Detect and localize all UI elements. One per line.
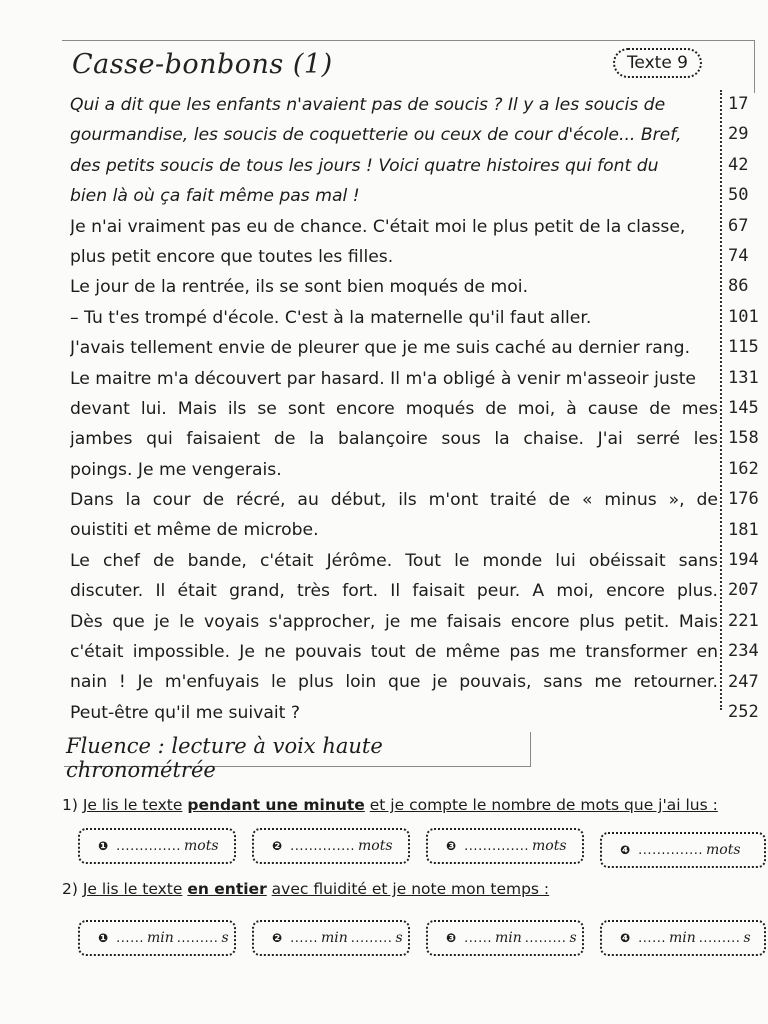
text-line: jambes qui faisaient de la balançoire sous la chaise. J'ai serré les <box>70 429 718 450</box>
box-number-icon: ❹ <box>620 931 631 945</box>
word-count: 131 <box>728 367 759 388</box>
word-count: 252 <box>728 702 759 722</box>
fluence-heading <box>64 732 531 782</box>
text-line: poings. Je me vengerais. <box>70 459 282 480</box>
word-count: 145 <box>728 398 759 418</box>
word-count: 158 <box>728 428 759 449</box>
word-count: 115 <box>728 337 759 358</box>
word-count-box[interactable] <box>252 828 410 864</box>
question-1-part2: et je compte le nombre de mots que j'ai lus : <box>369 796 718 814</box>
box-number-icon: ❷ <box>272 839 283 853</box>
text-line: Dès que je le voyais s'approcher, je me faisais encore plus petit. Mais <box>70 611 718 632</box>
question-2-bold: en entier <box>187 880 267 898</box>
blank-dots: ...... <box>638 930 666 946</box>
text-line: Le maitre m'a découvert par hasard. Il m'a obligé à venir m'asseoir juste <box>70 368 697 389</box>
blank-dots: ...... <box>464 930 492 946</box>
minutes-label: min <box>146 930 174 946</box>
blank-dots: ......... <box>524 930 567 946</box>
time-box[interactable] <box>426 920 584 956</box>
word-count: 194 <box>728 550 759 570</box>
word-count: 67 <box>728 215 749 236</box>
word-count-box[interactable] <box>600 832 766 868</box>
box-number-icon: ❷ <box>272 931 283 945</box>
text-line: J'avais tellement envie de pleurer que je me suis caché au dernier rang. <box>70 338 691 359</box>
blank-dots: .............. <box>638 842 704 858</box>
unit-label: mots <box>706 842 741 858</box>
text-line: gourmandise, les soucis de coquetterie ou ceux de cour d'école... Bref, <box>70 125 682 146</box>
reading-text <box>70 90 718 728</box>
box-number-icon: ❸ <box>446 931 457 945</box>
text-line: devant lui. Mais ils se sont encore moqués de moi, à cause de mes <box>70 398 718 419</box>
seconds-label: s <box>395 930 403 946</box>
minutes-label: min <box>320 930 348 946</box>
question-1-number: 1) <box>62 796 78 814</box>
word-count-box[interactable] <box>78 828 236 864</box>
text-line: discuter. Il était grand, très fort. Il faisait peur. A moi, encore plus. <box>70 581 718 602</box>
question-2-number: 2) <box>62 880 78 898</box>
time-box[interactable] <box>78 920 236 956</box>
word-count-box[interactable] <box>426 828 584 864</box>
word-count: 176 <box>728 489 759 510</box>
blank-dots: ......... <box>698 930 741 946</box>
word-count: 162 <box>728 458 759 479</box>
text-number-badge: Texte 9 <box>613 48 702 78</box>
box-number-icon: ❹ <box>620 843 631 857</box>
text-line: Peut-être qu'il me suivait ? <box>70 702 300 723</box>
word-count: 86 <box>728 276 749 297</box>
question-1-part1: Je lis le texte <box>82 796 183 814</box>
word-count: 17 <box>728 94 749 114</box>
time-box[interactable] <box>252 920 410 956</box>
page-title: Casse-bonbons (1) <box>72 49 333 80</box>
question-2-part2: avec fluidité et je note mon temps : <box>271 880 550 898</box>
box-number-icon: ❶ <box>98 839 109 853</box>
word-count: 247 <box>728 671 759 692</box>
question-1-bold: pendant une minute <box>187 796 365 814</box>
blank-dots: .............. <box>116 838 182 854</box>
fluence-title: Fluence : lecture à voix haute chronométrée <box>66 734 383 782</box>
word-count-column <box>720 90 768 722</box>
text-line: Le jour de la rentrée, ils se sont bien moqués de moi. <box>70 277 529 298</box>
unit-label: mots <box>184 838 219 854</box>
seconds-label: s <box>743 930 751 946</box>
text-line: plus petit encore que toutes les filles. <box>70 246 394 267</box>
text-line: – Tu t'es trompé d'école. C'est à la maternelle qu'il faut aller. <box>70 307 592 328</box>
text-line: Dans la cour de récré, au début, ils m'ont traité de « minus », de <box>70 490 718 511</box>
blank-dots: .............. <box>464 838 530 854</box>
title-bar <box>62 40 755 93</box>
unit-label: mots <box>358 838 393 854</box>
blank-dots: ......... <box>350 930 393 946</box>
text-line: Qui a dit que les enfants n'avaient pas de soucis ? Il y a les soucis de <box>70 95 666 115</box>
text-line: nain ! Je m'enfuyais le plus loin que je pouvais, sans me retourner. <box>70 672 718 693</box>
text-line: Je n'ai vraiment pas eu de chance. C'était moi le plus petit de la classe, <box>70 216 686 237</box>
text-line: Le chef de bande, c'était Jérôme. Tout le monde lui obéissait sans <box>70 550 718 571</box>
blank-dots: ...... <box>290 930 318 946</box>
word-count: 221 <box>728 610 759 631</box>
text-line: bien là où ça fait même pas mal ! <box>70 186 360 207</box>
minutes-label: min <box>494 930 522 946</box>
word-count: 234 <box>728 641 759 662</box>
time-box[interactable] <box>600 920 766 956</box>
question-1 <box>62 796 718 814</box>
unit-label: mots <box>532 838 567 854</box>
word-count: 29 <box>728 124 749 145</box>
text-line: des petits soucis de tous les jours ! Voici quatre histoires qui font du <box>70 155 659 176</box>
blank-dots: .............. <box>290 838 356 854</box>
word-count: 50 <box>728 185 749 206</box>
box-number-icon: ❸ <box>446 839 457 853</box>
word-count: 207 <box>728 580 759 601</box>
blank-dots: ...... <box>116 930 144 946</box>
text-line: c'était impossible. Je ne pouvais tout de même pas me transformer en <box>70 642 718 663</box>
word-count: 74 <box>728 246 749 266</box>
word-count: 181 <box>728 519 759 540</box>
text-line: ouistiti et même de microbe. <box>70 520 319 541</box>
seconds-label: s <box>221 930 229 946</box>
blank-dots: ......... <box>176 930 219 946</box>
box-number-icon: ❶ <box>98 931 109 945</box>
seconds-label: s <box>569 930 577 946</box>
word-count: 42 <box>728 154 749 175</box>
question-2-part1: Je lis le texte <box>82 880 183 898</box>
word-count: 101 <box>728 306 759 327</box>
minutes-label: min <box>668 930 696 946</box>
question-2 <box>62 880 549 898</box>
